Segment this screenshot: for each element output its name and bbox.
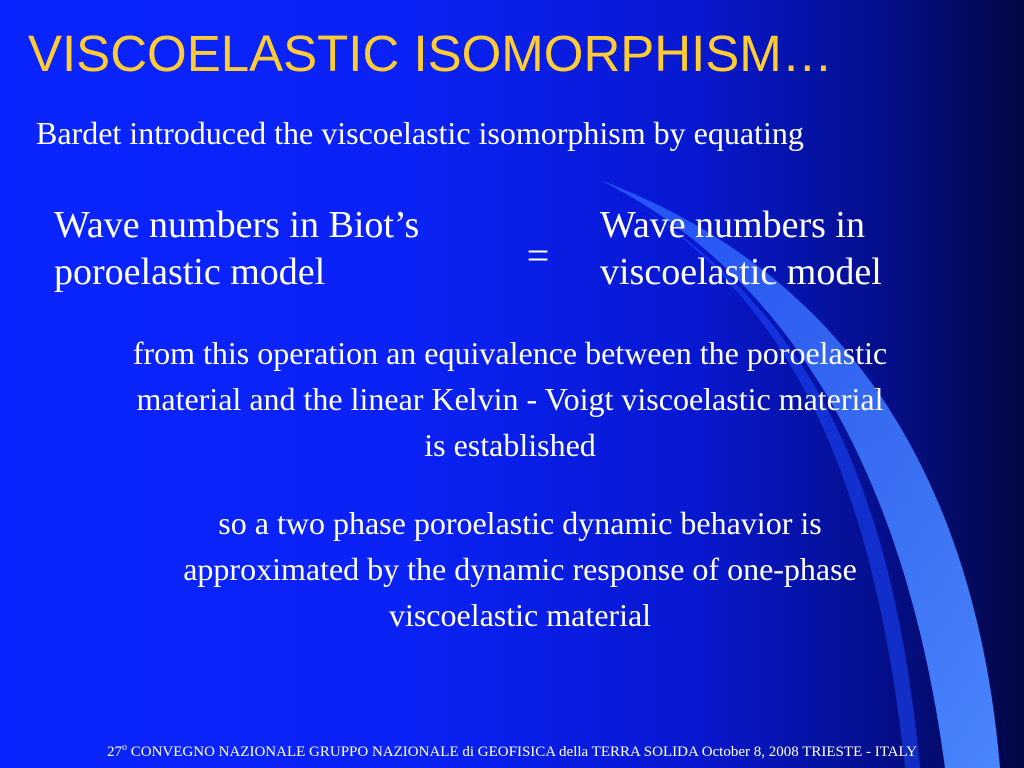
left-term-line-1: Wave numbers in Biot’s <box>54 204 420 246</box>
equivalence-line-1: from this operation an equivalence between the poroelastic <box>132 335 888 371</box>
approximation-line-3: viscoelastic material <box>388 597 652 633</box>
approximation-line-1: so a two phase poroelastic dynamic behavior is <box>218 505 822 541</box>
right-term-line-1: Wave numbers in <box>600 204 865 246</box>
equivalence-line-3: is established <box>424 427 596 463</box>
equals-sign: = <box>526 233 550 278</box>
approximation-paragraph <box>60 500 980 638</box>
left-term <box>54 202 504 296</box>
intro-text: Bardet introduced the viscoelastic isomorphism by equating <box>36 115 804 151</box>
right-term <box>600 202 1000 296</box>
footer-number: 27 <box>106 744 122 760</box>
footer-superscript: o <box>121 742 127 753</box>
equivalence-line-2: material and the linear Kelvin - Voigt viscoelastic material <box>136 381 884 417</box>
slide-footer <box>0 742 1024 762</box>
right-term-line-2: viscoelastic model <box>600 251 882 293</box>
slide-title: VISCOELASTIC ISOMORPHISM… <box>28 25 833 82</box>
footer-text: CONVEGNO NAZIONALE GRUPPO NAZIONALE di GEOFISICA della TERRA SOLIDA October 8, 2008 TRIESTE - ITALY <box>126 744 918 760</box>
left-term-line-2: poroelastic model <box>54 251 326 293</box>
equivalence-paragraph <box>20 330 1000 468</box>
approximation-line-2: approximated by the dynamic response of one-phase <box>183 551 857 587</box>
